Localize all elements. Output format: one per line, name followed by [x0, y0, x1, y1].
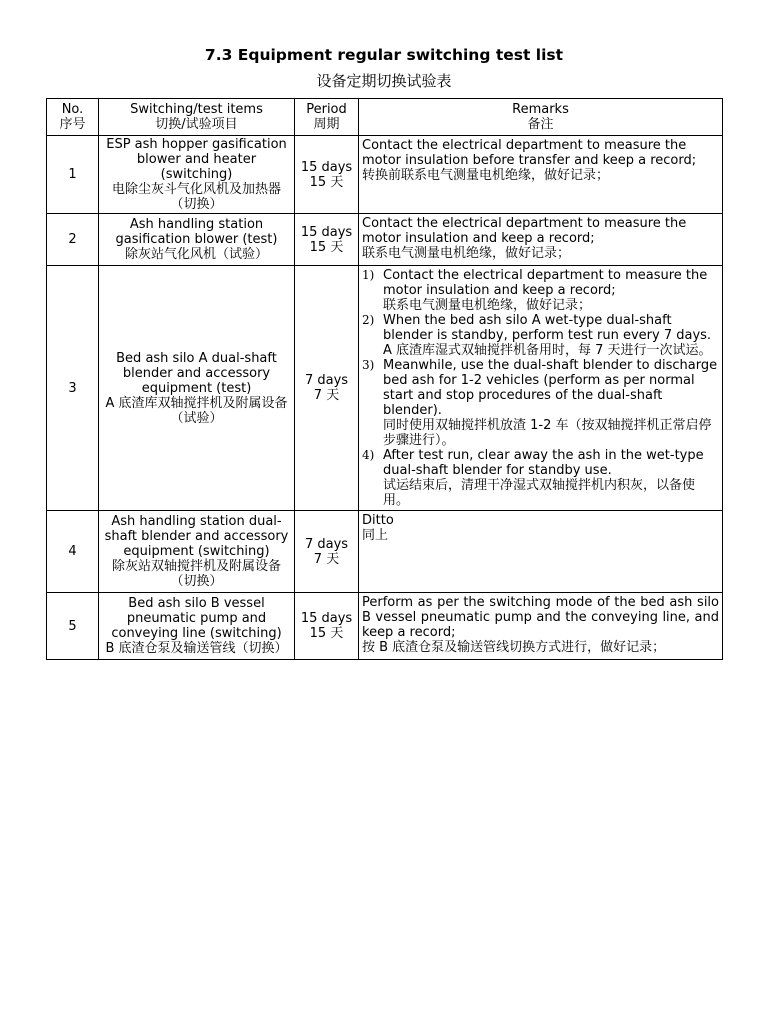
- step-text-en: After test run, clear away the ash in the wet-type dual-shaft blender for standby use.: [383, 448, 704, 478]
- remark-en: Contact the electrical department to measure the motor insulation and keep a record;: [362, 216, 687, 246]
- period-en: 15 days: [300, 224, 353, 240]
- row-number: 4: [47, 511, 99, 593]
- remark-en: Ditto: [362, 513, 394, 528]
- period-en: 15 days: [300, 611, 353, 626]
- row-number: 2: [47, 214, 99, 266]
- item-label-en: Ash handling station gasification blower (test): [115, 217, 278, 247]
- step-number: 1): [362, 268, 375, 282]
- remark-zh: 同上: [362, 528, 389, 543]
- row-number: 3: [47, 266, 99, 511]
- row-number: 1: [47, 136, 99, 214]
- header-label-en: Remarks: [512, 102, 569, 117]
- row-remarks: [359, 511, 723, 593]
- remark-en: Contact the electrical department to measure the motor insulation before transfer and keep a record;: [362, 138, 697, 168]
- row-number: 5: [47, 593, 99, 660]
- step-text-zh: 同时使用双轴搅拌机放渣 1-2 车（按双轴搅拌机正常启停步骤进行）。: [383, 418, 712, 448]
- item-label-zh: 除灰站气化风机（试验）: [124, 247, 268, 262]
- table-row: [47, 136, 723, 214]
- row-remarks: [359, 266, 723, 511]
- row-item: [99, 593, 295, 660]
- period-zh: 15 天: [309, 174, 344, 190]
- period-zh: 7 天: [313, 551, 340, 567]
- step-text-zh: 联系电气测量电机绝缘，做好记录；: [383, 298, 592, 313]
- period-en: 7 days: [304, 536, 349, 552]
- table-row: [47, 214, 723, 266]
- table-row: [47, 266, 723, 511]
- period-en: 7 days: [304, 373, 349, 388]
- header-label-en: Period: [306, 102, 347, 117]
- header-cell-items: [99, 99, 295, 136]
- row-item: [99, 136, 295, 214]
- row-period: [295, 593, 359, 660]
- step-text-en: Meanwhile, use the dual-shaft blender to discharge bed ash for 1-2 vehicles (perform as per normal start and stop procedures of the dual-shaft blender).: [383, 358, 718, 418]
- header-cell-period: [295, 99, 359, 136]
- header-cell-no: [47, 99, 99, 136]
- row-remarks: [359, 214, 723, 266]
- item-label-zh: B 底渣仓泵及输送管线（切换）: [105, 641, 288, 656]
- period-zh: 7 天: [313, 388, 340, 403]
- step-number: 3): [362, 358, 375, 372]
- remark-zh: 按 B 底渣仓泵及输送管线切换方式进行，做好记录；: [362, 640, 666, 655]
- row-item: [99, 511, 295, 593]
- header-label-en: No.: [61, 102, 84, 117]
- remark-zh: 转换前联系电气测量电机绝缘，做好记录；: [362, 168, 610, 183]
- row-period: [295, 214, 359, 266]
- list-item: [362, 448, 719, 508]
- header-label-zh: 备注: [527, 117, 554, 132]
- step-number: 4): [362, 448, 375, 462]
- header-cell-remarks: [359, 99, 723, 136]
- period-en: 15 days: [300, 159, 353, 175]
- row-period: [295, 266, 359, 511]
- row-remarks: [359, 593, 723, 660]
- header-label-zh: 序号: [59, 117, 86, 132]
- item-label-zh: 电除尘灰斗气化风机及加热器（切换）: [111, 182, 281, 212]
- list-item: [362, 268, 719, 313]
- item-label-zh: A 底渣库双轴搅拌机及附属设备（试验）: [105, 395, 288, 426]
- item-label-en: Bed ash silo B vessel pneumatic pump and conveying line (switching): [111, 596, 282, 641]
- row-item: [99, 266, 295, 511]
- item-label-en: Ash handling station dual-shaft blender and accessory equipment (switching): [104, 514, 289, 559]
- switching-test-table: [46, 98, 723, 660]
- period-zh: 15 天: [309, 626, 344, 641]
- item-label-zh: 除灰站双轴搅拌机及附属设备（切换）: [111, 559, 281, 589]
- list-item: [362, 313, 719, 358]
- item-label-en: Bed ash silo A dual-shaft blender and accessory equipment (test): [116, 350, 277, 396]
- step-text-zh: A 底渣库湿式双轴搅拌机备用时，每 7 天进行一次试运。: [383, 343, 712, 358]
- table-row: [47, 593, 723, 660]
- header-label-zh: 切换/试验项目: [155, 117, 238, 132]
- header-label-zh: 周期: [313, 117, 340, 132]
- table-row: [47, 511, 723, 593]
- period-zh: 15 天: [309, 239, 344, 255]
- item-label-en: ESP ash hopper gasification blower and heater (switching): [106, 137, 287, 182]
- step-text-zh: 试运结束后，清理干净湿式双轴搅拌机内积灰，以备使用。: [383, 478, 696, 508]
- remark-steps-list: [362, 268, 719, 508]
- row-period: [295, 136, 359, 214]
- row-period: [295, 511, 359, 593]
- step-text-en: Contact the electrical department to measure the motor insulation and keep a record;: [383, 268, 708, 298]
- step-text-en: When the bed ash silo A wet-type dual-shaft blender is standby, perform test run every 7 days.: [383, 313, 712, 343]
- document-subtitle: 设备定期切换试验表: [316, 72, 452, 90]
- step-number: 2): [362, 313, 375, 327]
- row-item: [99, 214, 295, 266]
- header-label-en: Switching/test items: [130, 102, 263, 117]
- list-item: [362, 358, 719, 448]
- remark-zh: 联系电气测量电机绝缘，做好记录；: [362, 246, 571, 261]
- remark-en: Perform as per the switching mode of the bed ash silo B vessel pneumatic pump and the conveying line, and keep a record;: [362, 595, 719, 640]
- table-header-row: [47, 99, 723, 136]
- document-title: 7.3 Equipment regular switching test list: [204, 46, 564, 64]
- row-remarks: [359, 136, 723, 214]
